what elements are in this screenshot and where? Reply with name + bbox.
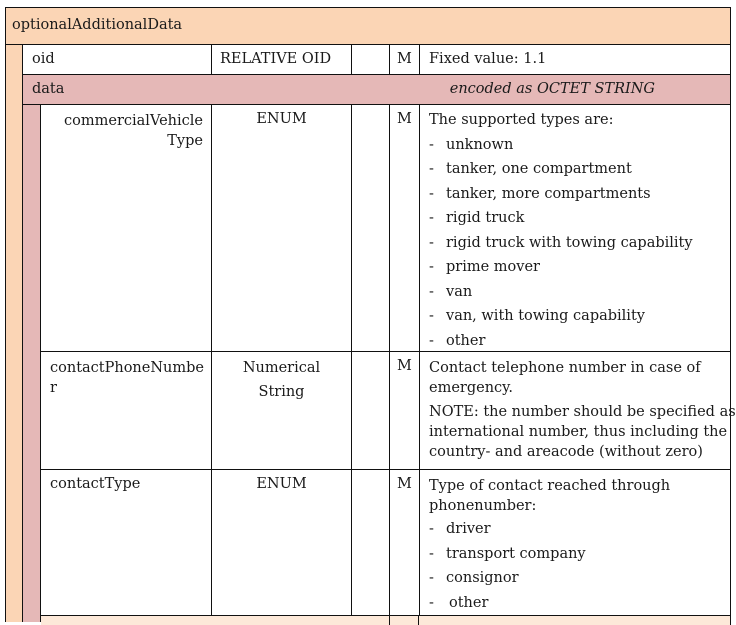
field-type: ENUM [256, 111, 307, 127]
list-item: - rigid truck [429, 210, 525, 226]
presence-flag: M [397, 111, 412, 127]
description-line: phonenumber: [429, 498, 537, 514]
field-description: Fixed value: 1.1 [429, 51, 547, 67]
list-item: - other [429, 332, 486, 349]
list-item: - tanker, one compartment [429, 161, 632, 177]
note-line: international number, thus including the [429, 424, 728, 440]
cell-empty [352, 352, 390, 469]
field-type: ENUM [256, 476, 307, 492]
cell-name [41, 352, 212, 469]
field-name-line2: Type [167, 133, 203, 149]
list-item: - consignor [429, 570, 519, 586]
cell-divider [389, 616, 419, 625]
presence-flag: M [397, 358, 412, 374]
cell-name [41, 105, 212, 351]
table-row-data [23, 75, 731, 105]
encoding-note: encoded as OCTET STRING [449, 81, 655, 97]
cell-type [212, 470, 352, 615]
cell-description [420, 105, 731, 351]
note-line: country- and areacode (without zero) [429, 444, 703, 460]
table-row-contact-type [41, 470, 731, 615]
cell-presence [390, 470, 420, 615]
field-name: contactType [50, 476, 141, 492]
description-intro: The supported types are: [429, 112, 614, 128]
cell-empty [352, 105, 390, 351]
cell-description [420, 352, 736, 469]
list-item: - other [429, 594, 489, 611]
cell-name [23, 45, 212, 74]
list-item: - transport company [429, 545, 586, 562]
table-row-commercial-vehicle-type [41, 105, 731, 352]
cell-type [212, 105, 352, 351]
note-line: NOTE: the number should be specified as [429, 404, 736, 420]
field-type: RELATIVE OID [220, 51, 332, 67]
field-name-line1: contactPhoneNumbe [50, 360, 204, 376]
cell-type [212, 45, 352, 74]
cell-name [41, 470, 212, 615]
cell-empty [352, 45, 390, 74]
cell-description [420, 45, 731, 74]
section-header-row [5, 7, 731, 45]
list-item: - van [429, 283, 473, 300]
field-name: oid [32, 51, 55, 67]
description-line: Type of contact reached through [429, 478, 671, 494]
table-row-oid [23, 45, 731, 75]
list-item: - prime mover [429, 259, 540, 275]
description-line: emergency. [429, 380, 514, 396]
presence-flag: M [397, 51, 412, 67]
description-line: Contact telephone number in case of [429, 360, 701, 376]
field-type-line2: String [258, 384, 305, 400]
presence-flag: M [397, 476, 412, 492]
list-item: - tanker, more compartments [429, 185, 651, 202]
field-name-line2: r [50, 380, 57, 396]
cell-empty [352, 470, 390, 615]
list-item: - unknown [429, 136, 514, 153]
nesting-strip-level1 [5, 45, 23, 622]
cell-description [420, 470, 731, 615]
field-name-line1: commercialVehicle [64, 113, 203, 129]
cell-presence [390, 45, 420, 74]
cell-presence [390, 105, 420, 351]
table-row-contact-phone-number [41, 352, 736, 470]
list-item: - rigid truck with towing capability [429, 234, 693, 251]
data-label: data [32, 81, 65, 97]
nesting-strip-level2 [23, 105, 41, 622]
cell-type [212, 352, 352, 469]
table-row-next-partial [41, 615, 731, 625]
list-item: - driver [429, 521, 491, 537]
section-title: optionalAdditionalData [12, 17, 183, 33]
cell-presence [390, 352, 420, 469]
field-type-line1: Numerical [242, 360, 321, 376]
list-item: - van, with towing capability [429, 308, 645, 324]
